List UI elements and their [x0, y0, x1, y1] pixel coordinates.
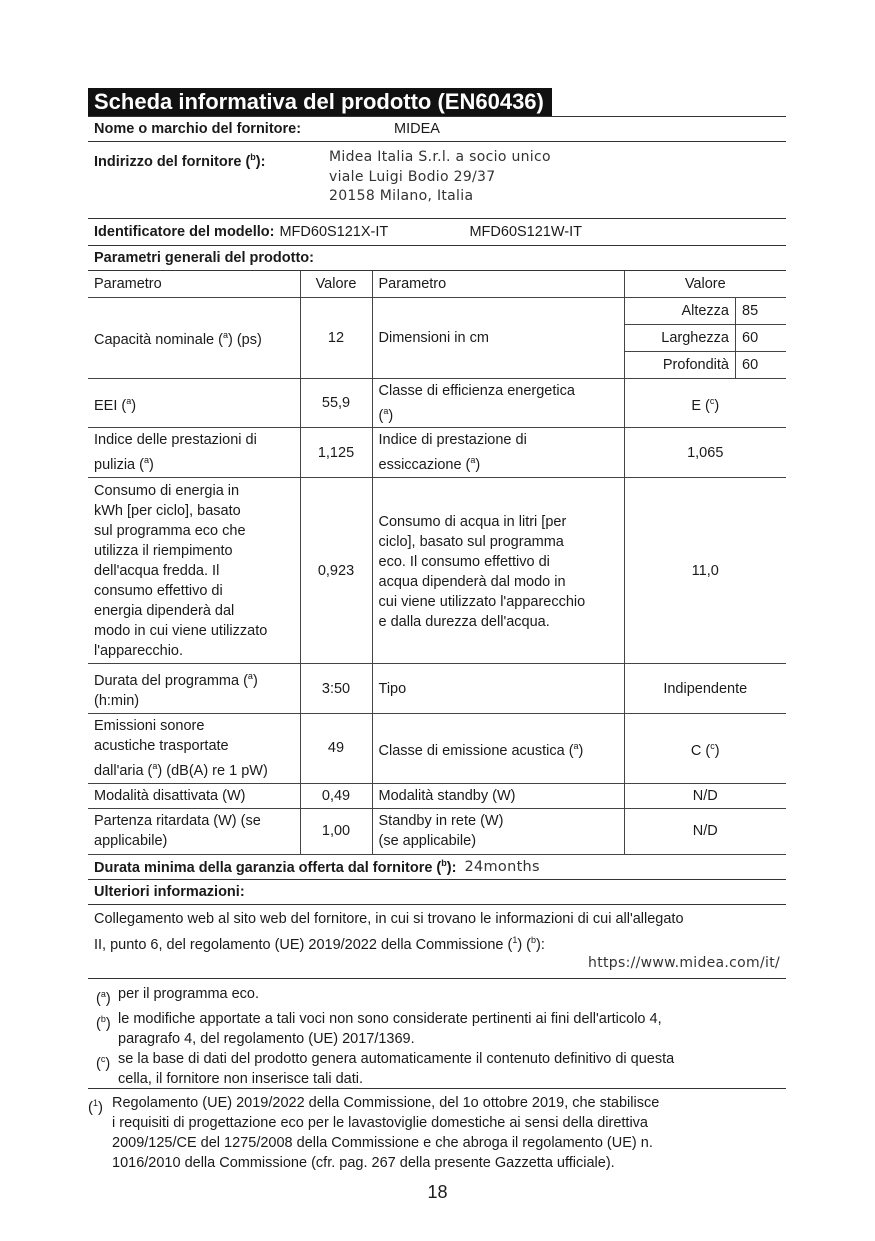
page-number: 18 [427, 1182, 448, 1202]
model-identifier-row [88, 219, 786, 245]
further-info-label: Ulteriori informazioni: [94, 883, 245, 900]
delay-start-value: 1,00 [300, 808, 372, 854]
cleaning-index-value: 1,125 [300, 428, 372, 478]
water-consumption-label: Consumo di acqua in litri [per ciclo], basato sul programma eco. Il consumo effettivo di acqua dipenderà dal modo in cui viene utilizzato l'apparecchio e dalla durezza dell'acqua. [372, 478, 624, 664]
supplier-address-row [88, 142, 786, 218]
model-identifier-2: MFD60S121W-IT [469, 224, 583, 240]
further-info-row [88, 880, 786, 904]
header-value: Valore [300, 271, 372, 297]
off-mode-value: 0,49 [300, 783, 372, 808]
noise-emission-label: Emissioni sonore acustiche trasportate dall'aria ($^a$) (dB(A) re 1 pW) [88, 713, 300, 783]
delay-start-label: Partenza ritardata (W) (se applicabile) [88, 808, 300, 854]
type-label: Tipo [372, 664, 624, 714]
header-value-2: Valore [624, 271, 786, 297]
regulation-line: i requisiti di progettazione eco per le lavastoviglie domestiche ai sensi della direttiva [112, 1114, 648, 1131]
cleaning-index-label: Indice delle prestazioni di pulizia ($^a$) [88, 428, 300, 478]
address-line: 20158 Milano, Italia [329, 188, 474, 204]
capacity-label: Capacità nominale ($^a$) (ps) [88, 297, 300, 378]
regulation-line: 2009/125/CE del 1275/2008 della Commissione e che abroga il regolamento (UE) n. [112, 1134, 653, 1151]
energy-class-label: Classe di efficienza energetica ($^a$) [372, 378, 624, 428]
type-value: Indipendente [624, 664, 786, 714]
standby-label: Modalità standby (W) [372, 783, 624, 808]
address-line: Midea Italia S.r.l. a socio unico [329, 149, 551, 165]
network-standby-label: Standby in rete (W) (se applicabile) [372, 808, 624, 854]
supplier-name-value: MIDEA [394, 121, 440, 137]
web-link-text-2: II, punto 6, del regolamento (UE) 2019/2022 della Commissione ($^1$) ($^b$): [94, 934, 545, 953]
table-row [88, 378, 786, 428]
warranty-row [88, 855, 786, 879]
footnote-c: ($^c$) se la base di dati del prodotto genera automaticamente il contenuto definitivo di questa cella, il fornitore non inserisce tali dati. [96, 1050, 675, 1087]
noise-class-value: C ($^c$) [624, 713, 786, 783]
energy-class-value: E ($^c$) [624, 378, 786, 428]
regulation-line: Regolamento (UE) 2019/2022 della Commissione, del 1o ottobre 2019, che stabilisce [112, 1094, 660, 1111]
eei-value: 55,9 [300, 378, 372, 428]
supplier-address-value [329, 148, 551, 207]
footnote-b: ($^b$) le modifiche apportate a tali voci non sono considerate pertinenti ai fini dell'articolo 4, paragrafo 4, del regolamento (UE) 2017/1369. [96, 1010, 662, 1047]
drying-index-label: Indice di prestazione di essiccazione ($^a$) [372, 428, 624, 478]
product-information-sheet [88, 88, 786, 1173]
parameters-table [88, 271, 786, 855]
dim-value: 60 [736, 324, 787, 351]
table-row [88, 783, 786, 808]
supplier-name-row [88, 117, 786, 141]
capacity-value: 12 [300, 297, 372, 378]
dim-value: 60 [742, 356, 759, 373]
energy-consumption-value: 0,923 [300, 478, 372, 664]
footnote-a: ($^a$) per il programma eco. [96, 985, 260, 1007]
supplier-web-link[interactable]: https://www.midea.com/it/ [588, 954, 780, 971]
programme-duration-label: Durata del programma ($^a$) (h:min) [88, 664, 300, 714]
table-row [88, 713, 786, 783]
standby-value: N/D [624, 783, 786, 808]
sheet-title: Scheda informativa del prodotto (EN60436) [88, 88, 552, 116]
table-row [88, 664, 786, 714]
warranty-label: Durata minima della garanzia offerta dal fornitore ($^b$): [94, 857, 457, 876]
dim-name: Profondità [625, 351, 736, 378]
web-link-block [88, 905, 786, 978]
network-standby-value: N/D [624, 808, 786, 854]
header-parameter-2: Parametro [372, 271, 624, 297]
general-params-row [88, 246, 786, 270]
eei-label: EEI ($^a$) [88, 378, 300, 428]
model-identifier-1: MFD60S121X-IT [279, 224, 389, 240]
supplier-name-label: Nome o marchio del fornitore: [94, 121, 302, 137]
noise-class-label: Classe di emissione acustica ($^a$) [372, 713, 624, 783]
footnotes [88, 979, 786, 1088]
general-params-label: Parametri generali del prodotto: [94, 250, 314, 266]
dimensions-values [624, 297, 786, 378]
table-row [88, 297, 786, 378]
dim-name: Altezza [625, 298, 736, 325]
table-row [88, 478, 786, 664]
address-line: viale Luigi Bodio 29/37 [329, 168, 496, 185]
programme-duration-value: 3:50 [300, 664, 372, 714]
supplier-address-label: Indirizzo del fornitore ($^b$): [94, 152, 266, 170]
noise-emission-value: 49 [300, 713, 372, 783]
regulation-footnote: ($^1$) Regolamento (UE) 2019/2022 della Commissione, del 1o ottobre 2019, che stabilisce i requisiti di progettazione eco per le lavastoviglie domestiche ai sensi della direttiva 2009/125/CE del 1275/2008 della Commissione e che abroga il regolamento (UE) n. 1016/2010 della Commissione (cfr. pag. 267 della presente Gazzetta ufficiale). [88, 1094, 660, 1171]
energy-consumption-label: Consumo di energia in kWh [per ciclo], basato sul programma eco che utilizza il riempimento dell'acqua fredda. Il consumo effettivo di energia dipenderà dal modo in cui viene utilizzato l'apparecchio. [88, 478, 300, 664]
water-consumption-value: 11,0 [624, 478, 786, 664]
model-identifier-label: Identificatore del modello: [94, 224, 275, 240]
table-row [88, 808, 786, 854]
off-mode-label: Modalità disattivata (W) [88, 783, 300, 808]
warranty-value: 24months [464, 858, 540, 875]
dim-name: Larghezza [625, 324, 736, 351]
dim-value: 85 [736, 298, 787, 325]
table-header-row [88, 271, 786, 297]
header-parameter: Parametro [88, 271, 300, 297]
table-row [88, 428, 786, 478]
web-link-text-1: Collegamento web al sito web del fornitore, in cui si trovano le informazioni di cui all'allegato [94, 910, 684, 927]
drying-index-value: 1,065 [624, 428, 786, 478]
dimensions-label: Dimensioni in cm [372, 297, 624, 378]
regulation-line: 1016/2010 della Commissione (cfr. pag. 267 della presente Gazzetta ufficiale). [112, 1154, 615, 1171]
